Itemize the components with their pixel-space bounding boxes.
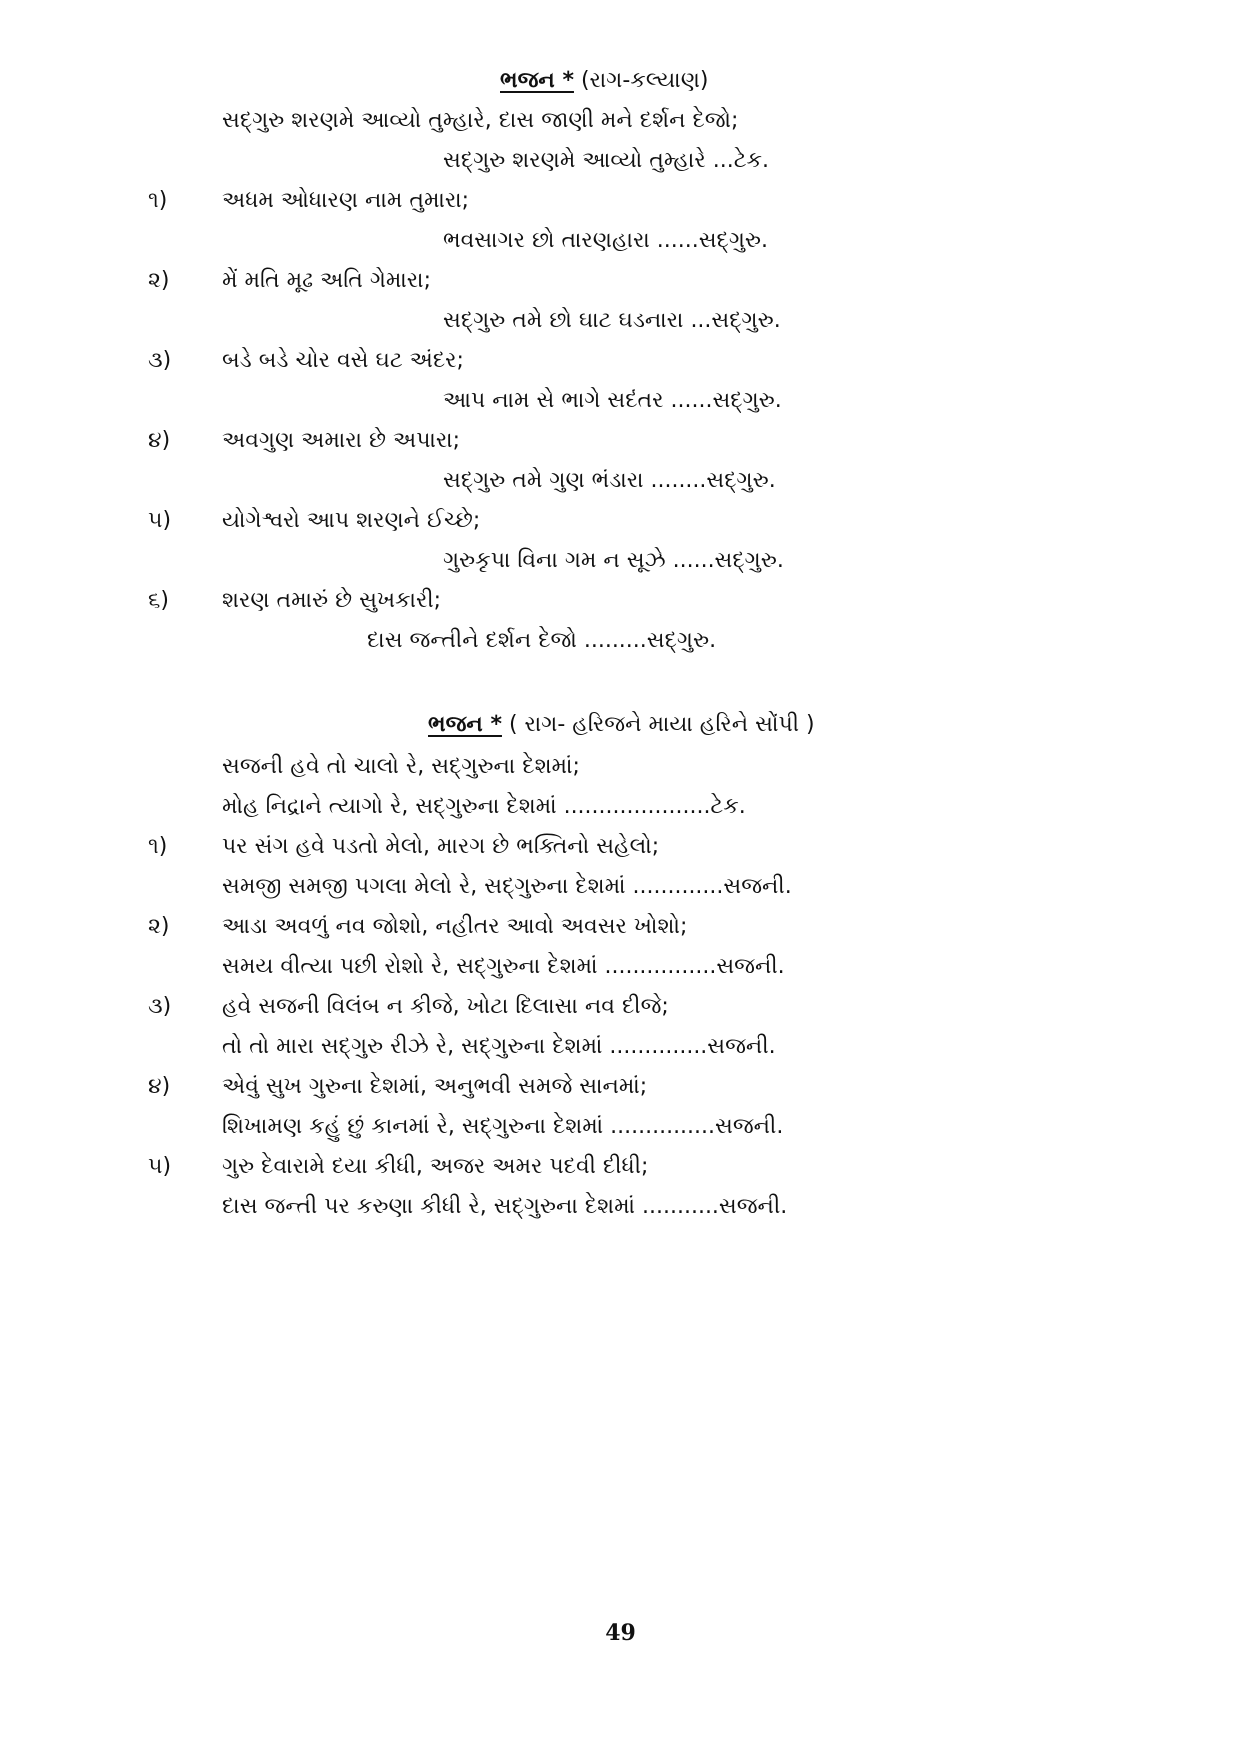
verse-line-a: મેં મતિ મૂઢ અતિ ગેમારા; [222,268,431,293]
verse-number: ૬) [148,588,169,613]
verse-line-a: અવગુણ અમારા છે અપારા; [222,428,461,453]
verse-line-a: ગુરુ દેવારામે દયા કીધી, અજર અમર પદવી દીધી; [222,1154,649,1179]
verse-line-b: ભવસાગર છો તારણહારા ......સદ્‌ગુરુ. [443,228,769,253]
verse-line-a: યોગેશ્વરો આપ શરણને ઈચ્છે; [222,508,481,533]
bhajan2-title: ભજન * [428,712,502,737]
verse-line-b: દાસ જન્તી પર કરુણા કીધી રે, સદ્‌ગુરુના દેશમાં ...........સજની. [222,1194,788,1219]
verse-line-b: સદ્‌ગુરુ તમે છો ઘાટ ઘડનારા ...સદ્‌ગુરુ. [443,308,781,333]
page-number: 49 [605,1620,636,1646]
bhajan2-line1: સજની હવે તો ચાલો રે, સદ્‌ગુરુના દેશમાં; [222,754,580,779]
verse-line-b: સમય વીત્યા પછી રોશો રે, સદ્‌ગુરુના દેશમાં ................સજની. [222,954,785,979]
bhajan1-raag: (રાગ-કલ્યાણ) [573,68,709,93]
bhajan1-heading [500,66,708,96]
verse-number: ૩) [148,348,172,373]
verse-line-b: તો તો મારા સદ્‌ગુરુ રીઝે રે, સદ્‌ગુરુના દેશમાં ..............સજની. [222,1034,776,1059]
bhajan1-title: ભજન * [500,68,574,93]
verse-number: ૫) [148,1154,172,1179]
verse-number: ૧) [148,834,168,859]
verse-line-b: આપ નામ સે ભાગે સદંતર ......સદ્‌ગુરુ. [443,388,782,413]
verse-number: ૫) [148,508,172,533]
verse-line-a: શરણ તમારું છે સુખકારી; [222,588,442,613]
verse-number: ૧) [148,188,168,213]
verse-number: ૪) [148,428,171,453]
verse-line-a: આડા અવળું નવ જોશો, નહીતર આવો અવસર ખોશો; [222,914,688,939]
verse-number: ૩) [148,994,172,1019]
verse-number: ૪) [148,1074,171,1099]
bhajan1-line2: સદ્‌ગુરુ શરણમે આવ્યો તુમ્હારે ...ટેક. [443,148,770,173]
verse-line-b: સદ્‌ગુરુ તમે ગુણ ભંડારા ........સદ્‌ગુરુ. [443,468,776,493]
bhajan2-raag: ( રાગ- હરિજને માયા હરિને સોંપી ) [501,712,815,737]
verse-line-a: એવું સુખ ગુરુના દેશમાં, અનુભવી સમજે સાનમાં; [222,1074,648,1099]
verse-line-b: સમજી સમજી પગલા મેલો રે, સદ્‌ગુરુના દેશમાં .............સજની. [222,874,792,899]
verse-line-b: ગુરુકૃપા વિના ગમ ન સૂઝે ......સદ્‌ગુરુ. [443,548,784,573]
verse-line-b: શિખામણ કહું છું કાનમાં રે, સદ્‌ગુરુના દેશમાં ...............સજની. [222,1114,784,1139]
verse-line-a: પર સંગ હવે પડતો મેલો, મારગ છે ભક્તિનો સહેલો; [222,834,660,859]
verse-line-b: દાસ જન્તીને દર્શન દેજો .........સદ્‌ગુરુ. [367,628,717,653]
bhajan1-line1: સદ્‌ગુરુ શરણમે આવ્યો તુમ્હારે, દાસ જાણી મને દર્શન દેજો; [222,108,739,133]
bhajan2-heading [428,710,815,740]
verse-line-a: હવે સજની વિલંબ ન કીજે, ખોટા દિલાસા નવ દીજે; [222,994,669,1019]
verse-number: ૨) [148,914,170,939]
verse-line-a: અધમ ઓધારણ નામ તુમારા; [222,188,470,213]
bhajan2-line2: મોહ નિદ્રાને ત્યાગો રે, સદ્‌ગુરુના દેશમાં .....................ટેક. [222,794,746,819]
verse-line-a: બડે બડે ચોર વસે ઘટ અંદર; [222,348,464,373]
verse-number: ૨) [148,268,170,293]
